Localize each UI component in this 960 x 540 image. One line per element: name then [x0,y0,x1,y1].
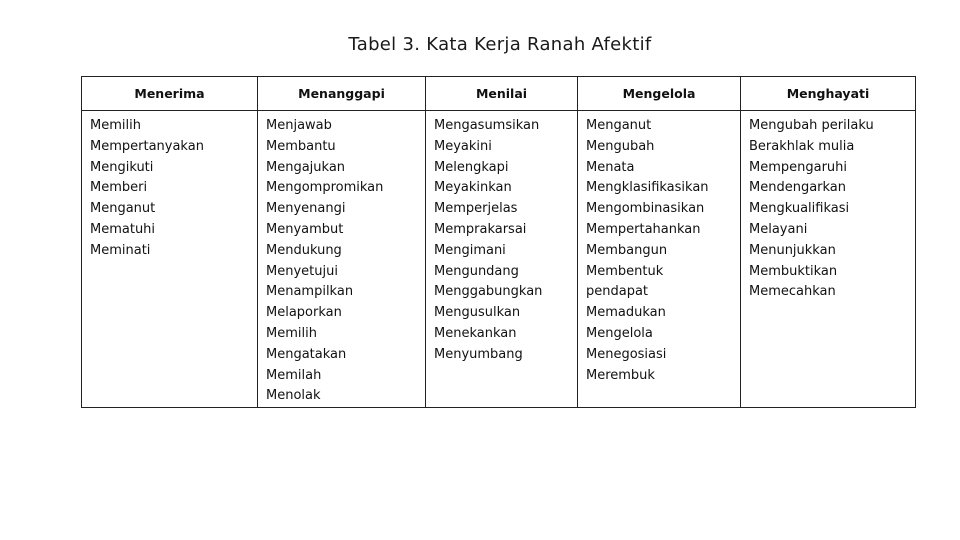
verb-item: Berakhlak mulia [749,138,855,154]
verb-item: Melengkapi [434,159,509,175]
column-header-menanggapi: Menanggapi [258,77,426,111]
verb-item: Menampilkan [266,284,354,300]
verb-item: Menyumbang [434,346,523,362]
verb-item: Meyakini [434,138,492,154]
affective-verb-table [81,76,916,408]
verb-item: Mengombinasikan [586,201,705,217]
verb-item: Melayani [749,221,808,237]
verb-item: Menolak [266,388,321,404]
verb-item: Menganut [90,201,156,217]
verb-item: Memperjelas [434,201,518,217]
verb-item: Mempengaruhi [749,159,848,175]
verb-item: Mengusulkan [434,305,521,321]
verb-item: Memilih [266,325,317,341]
verb-item: Memilah [266,367,322,383]
verb-item: Mempertanyakan [90,138,204,154]
verb-item: Mengajukan [266,159,346,175]
verb-item: pendapat [586,284,649,300]
verb-item: Mengimani [434,242,506,258]
column-cell-menilai [426,111,578,408]
verb-item: Memilih [90,118,141,133]
verb-item: Memecahkan [749,284,836,300]
column-header-menghayati: Menghayati [741,77,916,111]
verb-item: Mengelola [586,325,653,341]
verb-item: Mematuhi [90,221,156,237]
verb-item: Mengatakan [266,346,347,362]
column-header-mengelola: Mengelola [578,77,741,111]
header-row [82,77,916,111]
verb-item: Menyambut [266,221,344,237]
verb-item: Menunjukkan [749,242,836,258]
verb-item: Mengundang [434,263,519,279]
verb-item: Mengompromikan [266,180,384,196]
column-header-menilai: Menilai [426,77,578,111]
verb-item: Mengubah [586,138,655,154]
verb-item: Melaporkan [266,305,342,321]
verb-item: Meminati [90,242,151,258]
verb-item: Mendukung [266,242,342,258]
table-title: Tabel 3. Kata Kerja Ranah Afektif [348,34,652,55]
column-header-menerima: Menerima [82,77,258,111]
verb-item: Membuktikan [749,263,838,279]
column-cell-menerima [82,111,258,408]
verb-item: Memadukan [586,305,666,321]
verb-item: Menata [586,159,635,175]
column-cell-menghayati [741,111,916,408]
column-cell-mengelola [578,111,741,408]
verb-item: Mengubah perilaku [749,118,874,133]
verb-item: Merembuk [586,367,655,383]
verb-item: Menjawab [266,118,332,133]
verb-item: Mengasumsikan [434,118,540,133]
verb-item: Mengkualifikasi [749,201,850,217]
column-cell-menanggapi [258,111,426,408]
verb-item: Menegosiasi [586,346,667,362]
verb-item: Memberi [90,180,148,196]
verb-item: Membentuk [586,263,664,279]
verb-item: Membantu [266,138,336,154]
verb-item: Menekankan [434,325,517,341]
verb-item: Mempertahankan [586,221,701,237]
verb-item: Mengklasifikasikan [586,180,709,196]
verb-item: Memprakarsai [434,221,527,237]
verb-item: Menyetujui [266,263,338,279]
verb-item: Membangun [586,242,668,258]
verb-item: Menganut [586,118,652,133]
verb-item: Mendengarkan [749,180,847,196]
verb-item: Meyakinkan [434,180,512,196]
body-row [82,111,916,408]
verb-item: Mengikuti [90,159,154,175]
verb-item: Menyenangi [266,201,346,217]
verb-item: Menggabungkan [434,284,543,300]
